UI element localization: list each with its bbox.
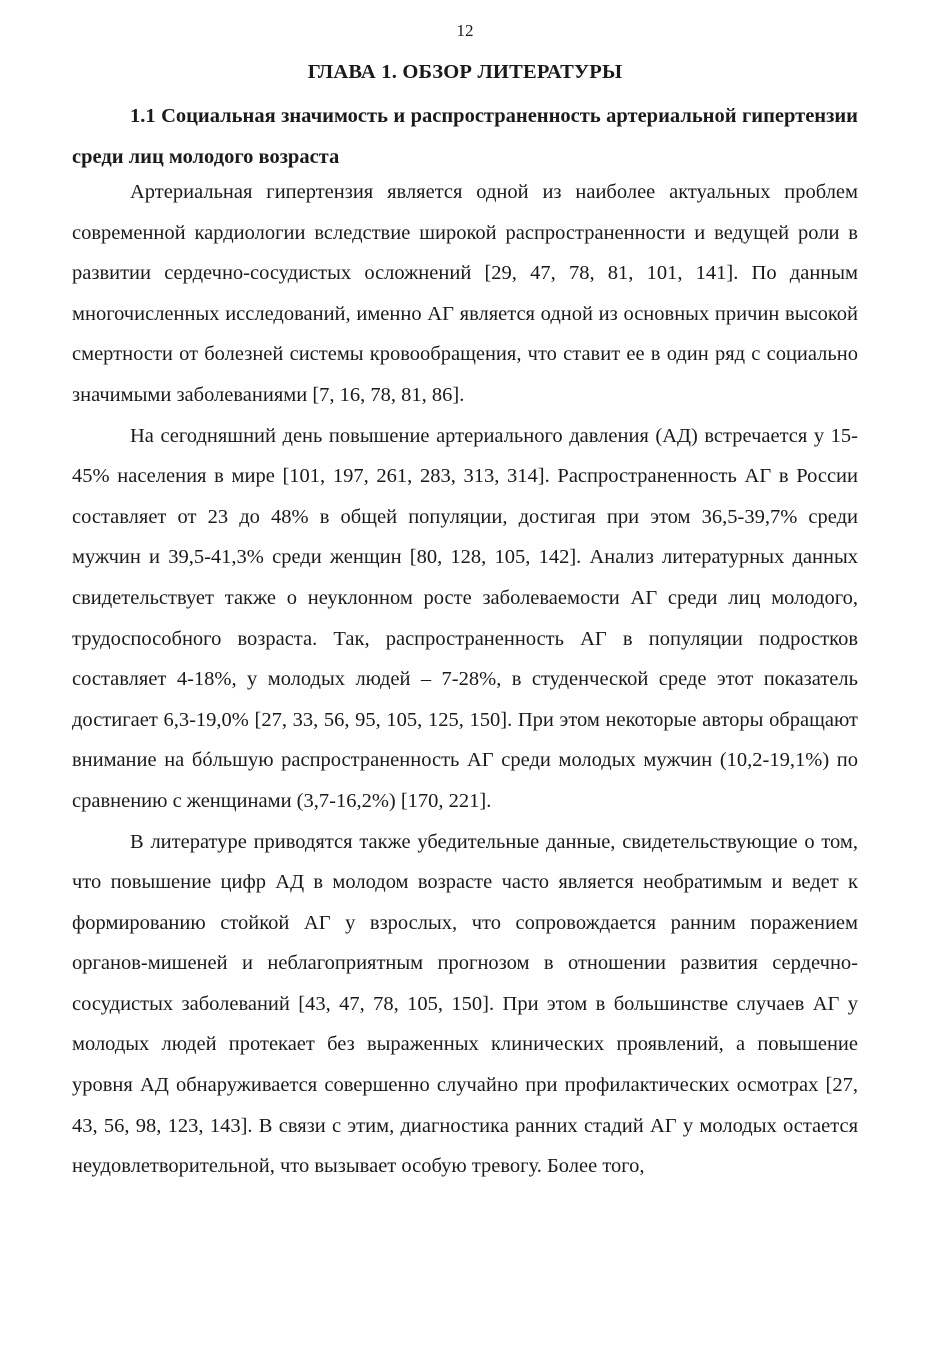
section-title: 1.1 Социальная значимость и распространенность артериальной гипертензии среди лиц молодого возраста xyxy=(72,105,858,168)
chapter-title: ГЛАВА 1. ОБЗОР ЛИТЕРАТУРЫ xyxy=(307,61,623,83)
body-text xyxy=(72,172,858,1187)
page-number: 12 xyxy=(456,21,474,40)
paragraph: На сегодняшний день повышение артериального давления (АД) встречается у 15-45% населения в мире [101, 197, 261, 283, 313, 314]. Распространенность АГ в России составляет от 23 до 48% в общей популяции, достигая при этом 36,5-39,7% среди мужчин и 39,5-41,3% среди женщин [80, 128, 105, 142]. Анализ литературных данных свидетельствует также о неуклонном росте заболеваемости АГ среди лиц молодого, трудоспособного возраста. Так, распространенность АГ в популяции подростков составляет 4-18%, у молодых людей – 7-28%, в студенческой среде этот показатель достигает 6,3-19,0% [27, 33, 56, 95, 105, 125, 150]. При этом некоторые авторы обращают внимание на бóльшую распространенность АГ среди молодых мужчин (10,2-19,1%) по сравнению с женщинами (3,7-16,2%) [170, 221]. xyxy=(72,424,858,812)
paragraph: В литературе приводятся также убедительные данные, свидетельствующие о том, что повышение цифр АД в молодом возрасте часто является необратимым и ведет к формированию стойкой АГ у взрослых, что сопровождается ранним поражением органов-мишеней и неблагоприятным прогнозом в отношении развития сердечно-сосудистых заболеваний [43, 47, 78, 105, 150]. При этом в большинстве случаев АГ у молодых людей протекает без выраженных клинических проявлений, а повышение уровня АД обнаруживается совершенно случайно при профилактических осмотрах [27, 43, 56, 98, 123, 143]. В связи с этим, диагностика ранних стадий АГ у молодых остается неудовлетворительной, что вызывает особую тревогу. Более того, xyxy=(72,830,858,1178)
paragraph: Артериальная гипертензия является одной из наиболее актуальных проблем современной кардиологии вследствие широкой распространенности и ведущей роли в развитии сердечно-сосудистых осложнений [29, 47, 78, 81, 101, 141]. По данным многочисленных исследований, именно АГ является одной из основных причин высокой смертности от болезней системы кровообращения, что ставит ее в один ряд с социально значимыми заболеваниями [7, 16, 78, 81, 86]. xyxy=(72,181,858,406)
